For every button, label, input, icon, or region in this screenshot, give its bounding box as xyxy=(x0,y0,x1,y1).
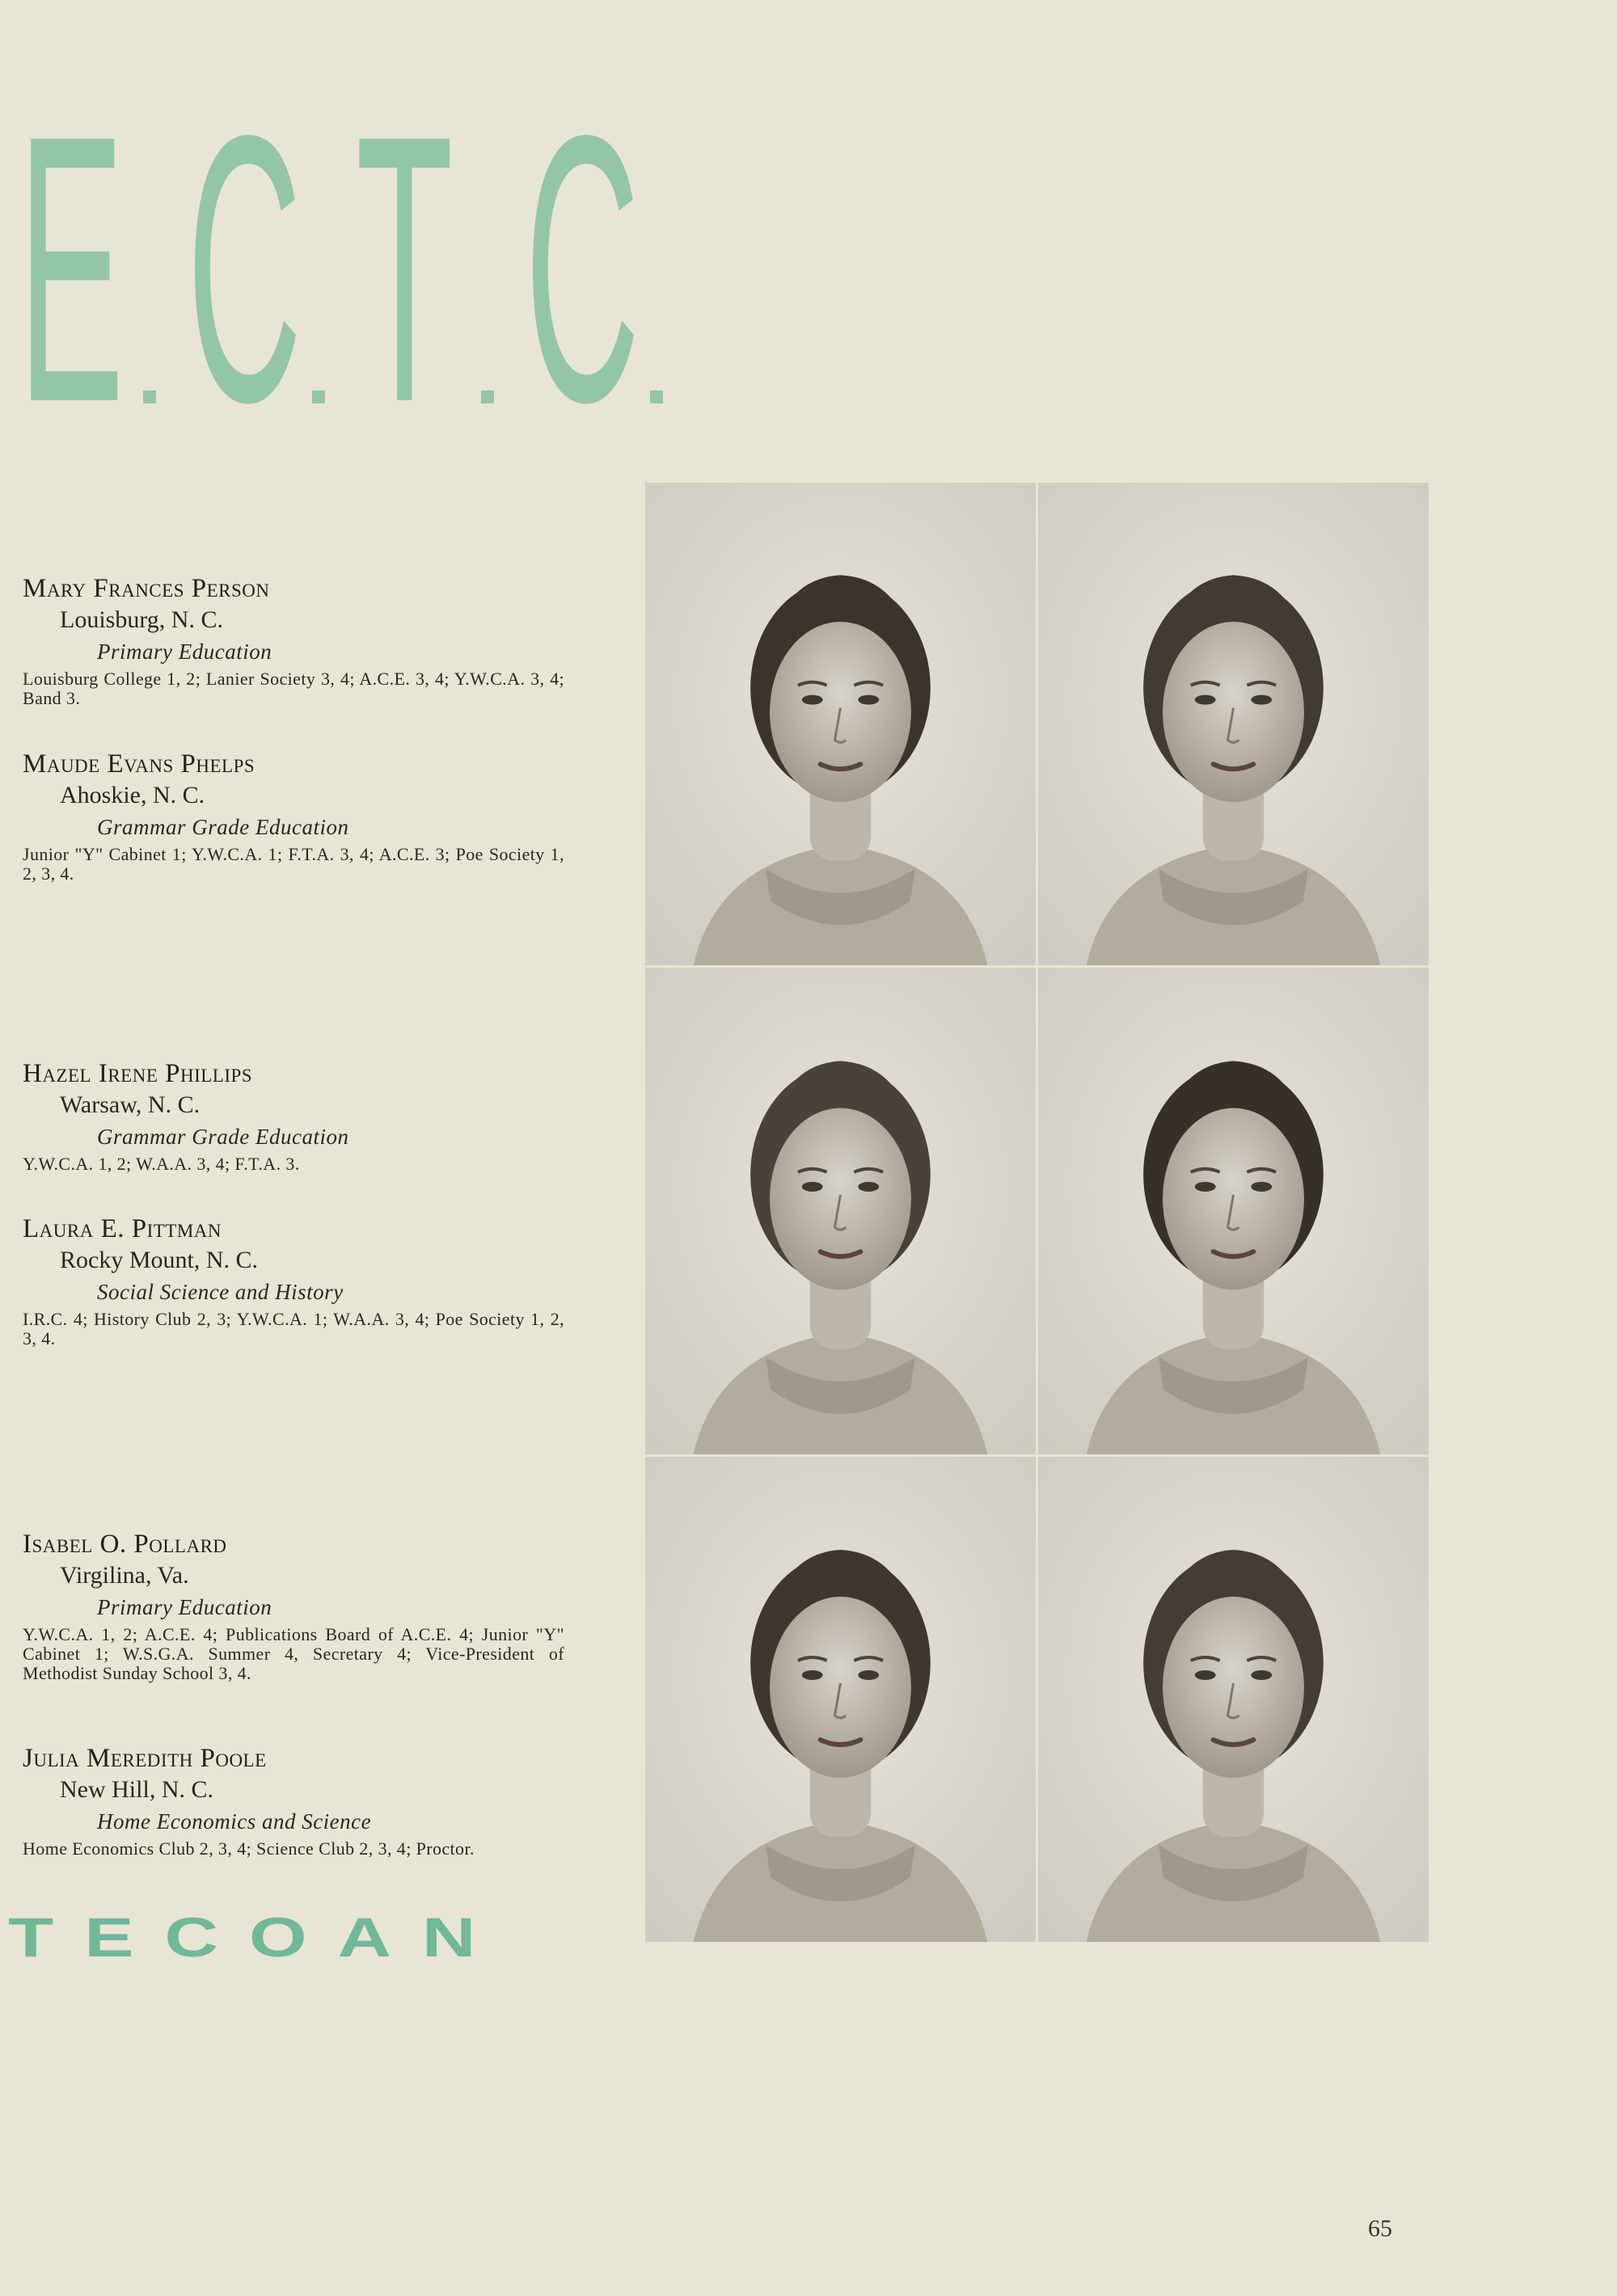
monogram-dot xyxy=(481,390,494,403)
student-hometown: New Hill, N. C. xyxy=(60,1776,213,1803)
student-name: Hazel Irene Phillips xyxy=(23,1059,253,1088)
page-number: 65 xyxy=(1368,2215,1392,2242)
student-hometown: Virgilina, Va. xyxy=(60,1562,189,1589)
portrait-grid xyxy=(645,483,1431,1944)
student-entry xyxy=(23,1213,564,1348)
tecoan-logo: TECOAN xyxy=(8,1906,507,1969)
portrait-photo xyxy=(1038,968,1431,1457)
monogram-dot xyxy=(650,390,663,403)
student-major: Social Science and History xyxy=(97,1280,344,1304)
student-major: Primary Education xyxy=(97,639,272,664)
student-entry xyxy=(23,1742,564,1859)
portrait-photo xyxy=(645,1457,1038,1944)
student-major: Grammar Grade Education xyxy=(97,815,349,839)
student-hometown: Rocky Mount, N. C. xyxy=(60,1247,259,1273)
student-entry xyxy=(23,1528,564,1683)
portrait-photo xyxy=(645,483,1038,968)
student-entry xyxy=(23,1057,564,1174)
portrait-photo xyxy=(1038,1457,1431,1944)
portrait-illustration xyxy=(1038,968,1429,1454)
portrait-illustration xyxy=(645,483,1036,965)
monogram-dot xyxy=(312,390,325,403)
ectc-monogram xyxy=(18,57,694,481)
monogram-letter-e: E xyxy=(18,57,125,481)
student-entry xyxy=(23,572,564,708)
student-name: Julia Meredith Poole xyxy=(23,1744,267,1773)
portrait-illustration xyxy=(1038,483,1429,965)
student-major: Home Economics and Science xyxy=(97,1809,372,1834)
student-entry xyxy=(23,748,564,884)
student-major: Grammar Grade Education xyxy=(97,1125,349,1149)
monogram-letter-c2: C xyxy=(525,57,640,481)
monogram-letter-t: T xyxy=(356,57,454,481)
student-name: Isabel O. Pollard xyxy=(23,1530,227,1559)
student-name: Maude Evans Phelps xyxy=(23,749,255,779)
student-activities: Louisburg College 1, 2; Lanier Society 3, 4; A.C.E. 3, 4; Y.W.C.A. 3, 4; Band 3. xyxy=(23,669,564,708)
student-hometown: Ahoskie, N. C. xyxy=(60,782,205,808)
student-name: Laura E. Pittman xyxy=(23,1214,222,1243)
student-activities: Y.W.C.A. 1, 2; A.C.E. 4; Publications Board of A.C.E. 4; Junior "Y" Cabinet 1; W.S.G.A. Summer 4, Secretary 4; Vice-President of Methodist Sunday School 3, 4. xyxy=(23,1624,564,1683)
student-activities: Y.W.C.A. 1, 2; W.A.A. 3, 4; F.T.A. 3. xyxy=(23,1154,300,1174)
student-hometown: Warsaw, N. C. xyxy=(60,1091,201,1118)
portrait-illustration xyxy=(645,968,1036,1454)
student-name: Mary Frances Person xyxy=(23,574,270,603)
student-activities: Home Economics Club 2, 3, 4; Science Club 2, 3, 4; Proctor. xyxy=(23,1838,475,1859)
student-activities: I.R.C. 4; History Club 2, 3; Y.W.C.A. 1; W.A.A. 3, 4; Poe Society 1, 2, 3, 4. xyxy=(23,1309,564,1348)
student-hometown: Louisburg, N. C. xyxy=(60,606,223,633)
monogram-dot xyxy=(143,390,156,403)
portrait-photo xyxy=(1038,483,1431,968)
student-major: Primary Education xyxy=(97,1595,272,1619)
monogram-letter-c: C xyxy=(187,57,302,481)
portrait-photo xyxy=(645,968,1038,1457)
student-activities: Junior "Y" Cabinet 1; Y.W.C.A. 1; F.T.A. 3, 4; A.C.E. 3; Poe Society 1, 2, 3, 4. xyxy=(23,844,564,884)
portrait-illustration xyxy=(645,1457,1036,1942)
portrait-illustration xyxy=(1038,1457,1429,1942)
